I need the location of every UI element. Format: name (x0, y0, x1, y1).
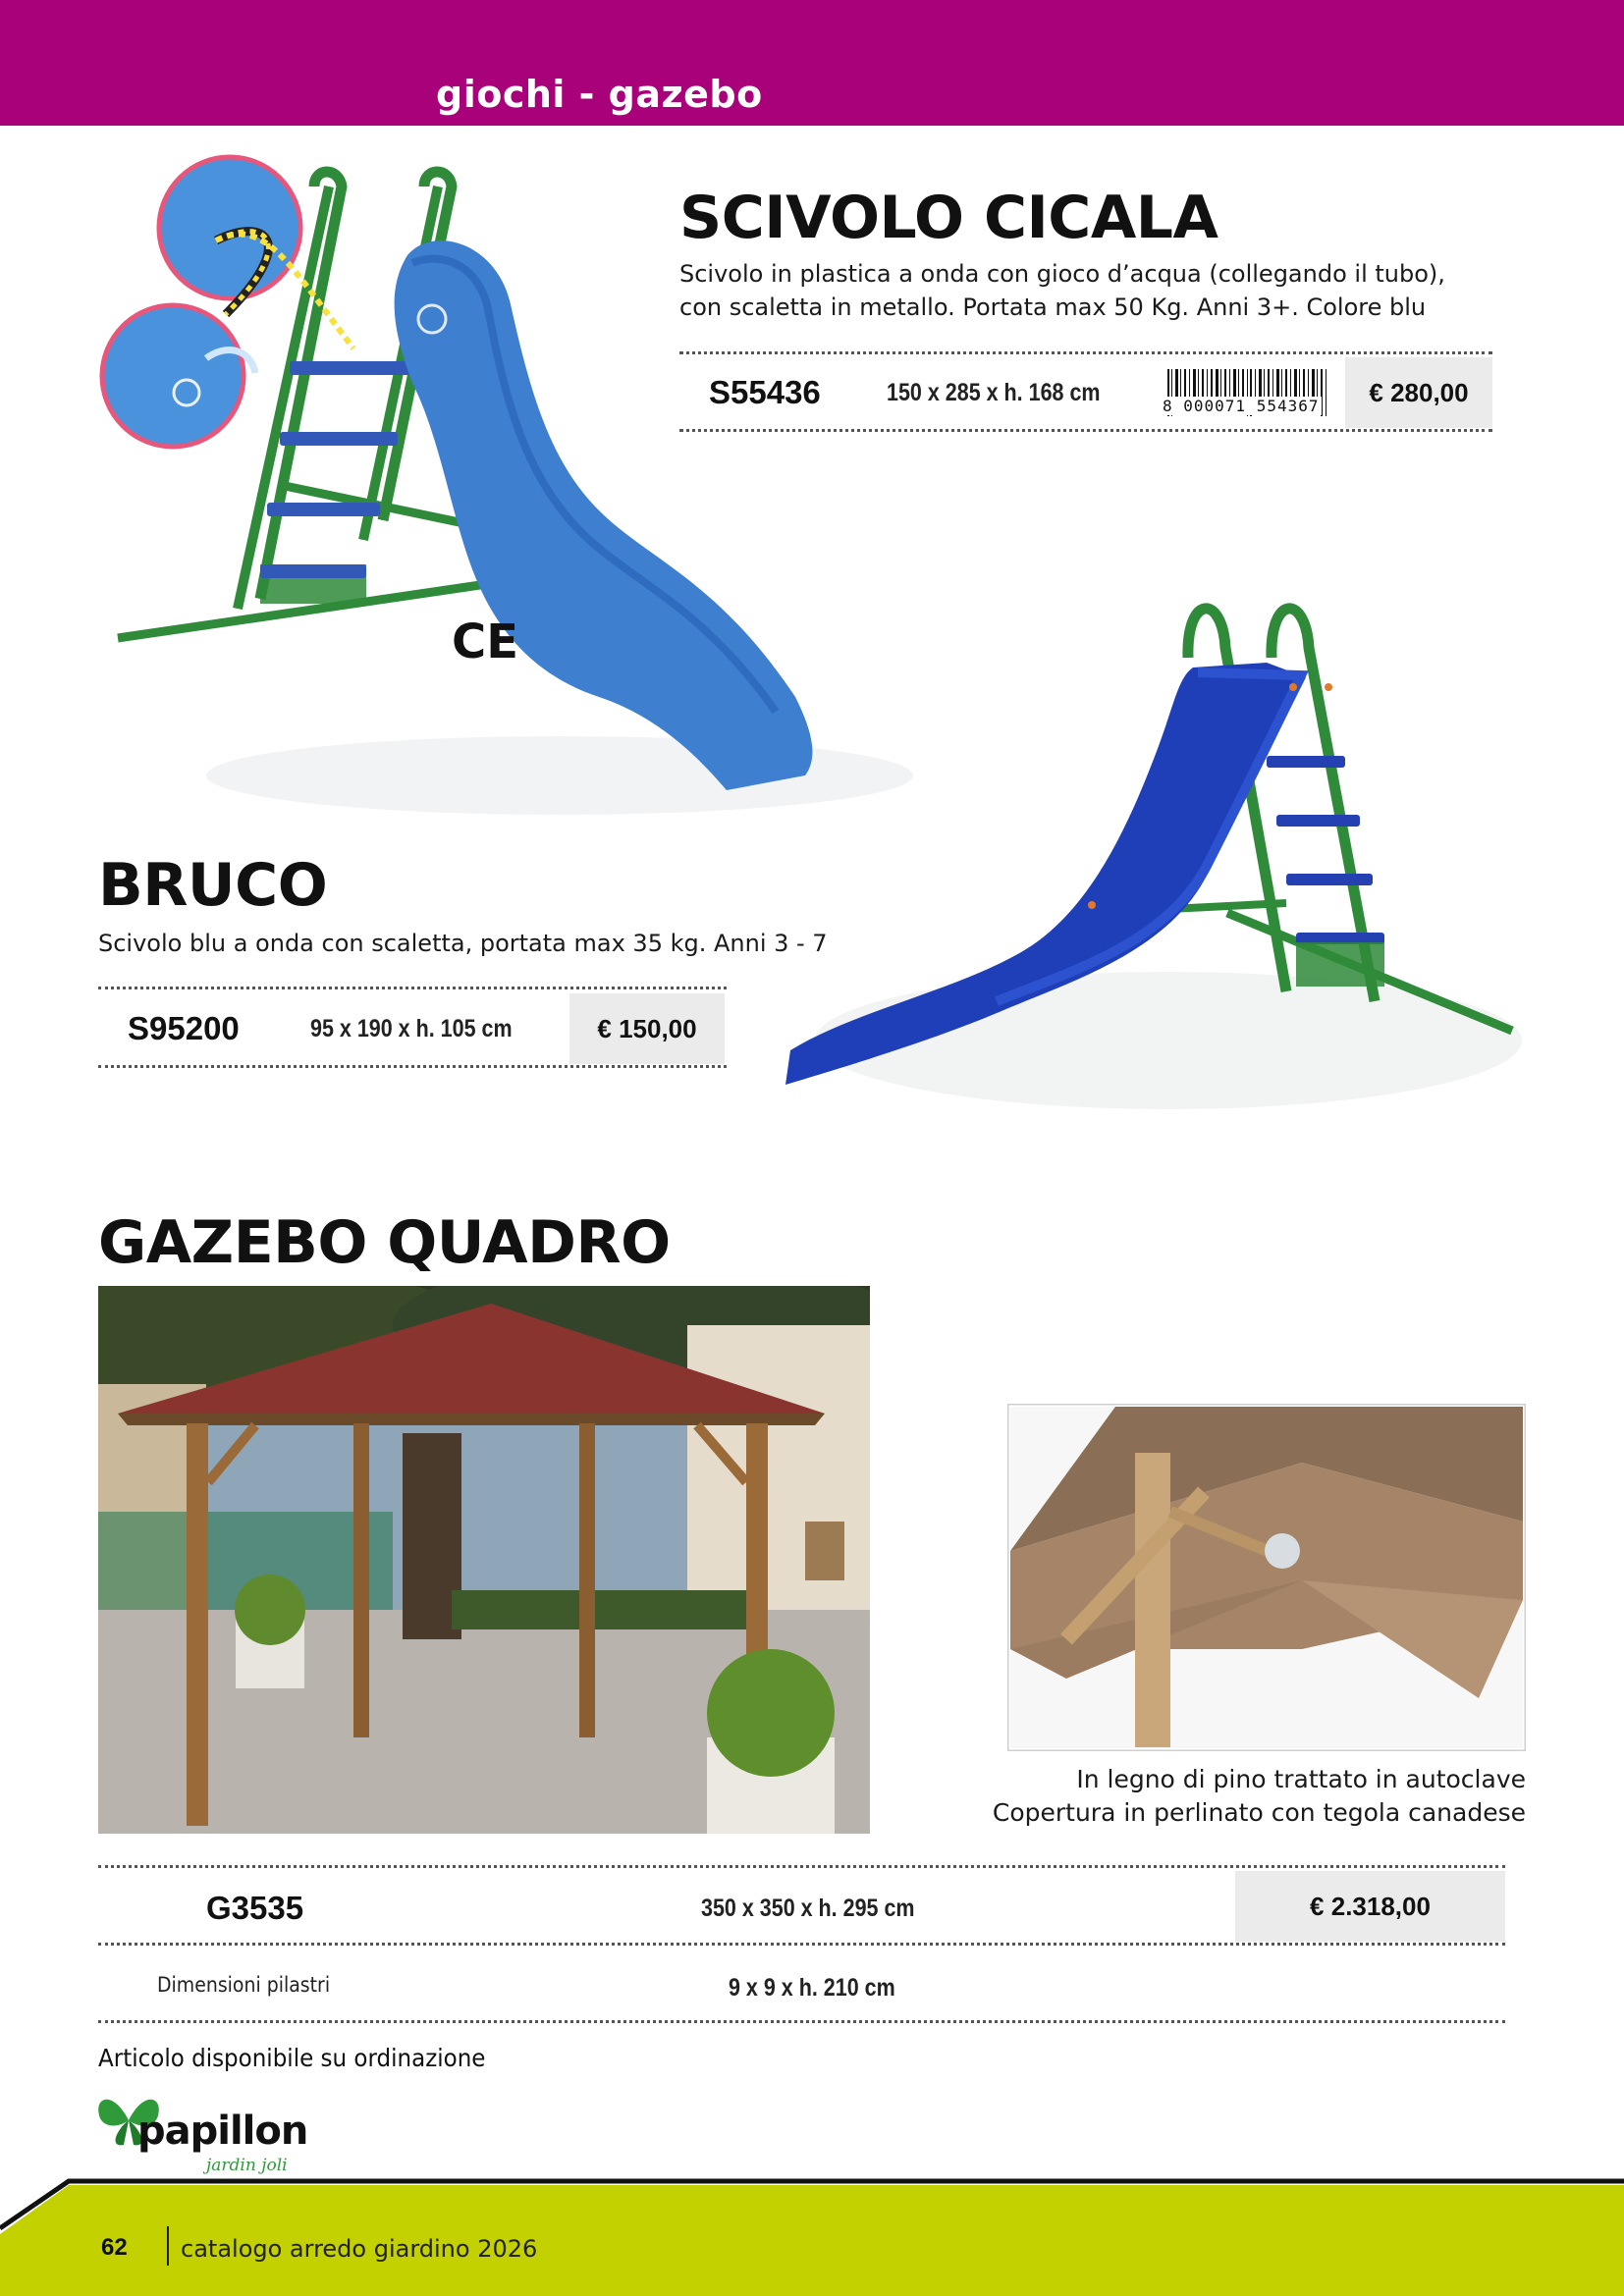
description-line: con scaletta in metallo. Portata max 50 Kg. Anni 3+. Colore blu (679, 294, 1427, 321)
header-band (0, 0, 1624, 126)
bruco-image (776, 579, 1522, 1129)
product-code: S55436 (709, 374, 821, 410)
divider (98, 1065, 727, 1068)
price: € 280,00 (1369, 377, 1469, 407)
section-title: giochi - gazebo (436, 73, 763, 116)
gazebo-caption (884, 1763, 1526, 1830)
description-line: Scivolo in plastica a onda con gioco d’acqua (collegando il tubo), (679, 260, 1445, 288)
price: € 2.318,00 (1310, 1891, 1431, 1921)
product-dimensions: 95 x 190 x h. 105 cm (310, 1015, 513, 1042)
brand-name: papillon (137, 2109, 308, 2154)
divider (98, 2020, 1505, 2023)
price-box (569, 993, 725, 1064)
price-box (1345, 357, 1492, 428)
product-code: S95200 (128, 1010, 240, 1046)
gazebo-photo (98, 1286, 870, 1834)
divider (98, 1865, 1505, 1868)
pillar-label: Dimensioni pilastri (157, 1973, 331, 1997)
barcode-number: 8 000071 554367 (1163, 397, 1320, 415)
availability-note: Articolo disponibile su ordinazione (98, 2044, 486, 2072)
footer-separator (167, 2226, 169, 2266)
bruco-description: Scivolo blu a onda con scaletta, portata max 35 kg. Anni 3 - 7 (98, 930, 828, 957)
divider (98, 987, 727, 989)
product-dimensions: 150 x 285 x h. 168 cm (887, 379, 1101, 406)
gazebo-detail-photo (1007, 1404, 1526, 1751)
pillar-dimensions: 9 x 9 x h. 210 cm (729, 1974, 895, 2002)
divider (679, 351, 1492, 354)
bruco-title: BRUCO (98, 851, 328, 920)
divider (98, 1943, 1505, 1946)
product-dimensions: 350 x 350 x h. 295 cm (701, 1895, 915, 1922)
product-code: G3535 (206, 1890, 304, 1926)
caption-line: Copertura in perlinato con tegola canadese (992, 1798, 1526, 1827)
scivolo-cicala-description (679, 257, 1445, 324)
brand-tagline: jardin joli (206, 2156, 288, 2175)
catalog-label: catalogo arredo giardino 2026 (181, 2235, 538, 2263)
price-box (1235, 1871, 1505, 1942)
page-number: 62 (101, 2234, 128, 2261)
ce-mark: CE (452, 614, 519, 669)
scivolo-cicala-title: SCIVOLO CICALA (679, 184, 1218, 252)
price: € 150,00 (597, 1013, 697, 1043)
divider (679, 429, 1492, 432)
caption-line: In legno di pino trattato in autoclave (1076, 1765, 1526, 1793)
gazebo-quadro-title: GAZEBO QUADRO (98, 1208, 671, 1277)
